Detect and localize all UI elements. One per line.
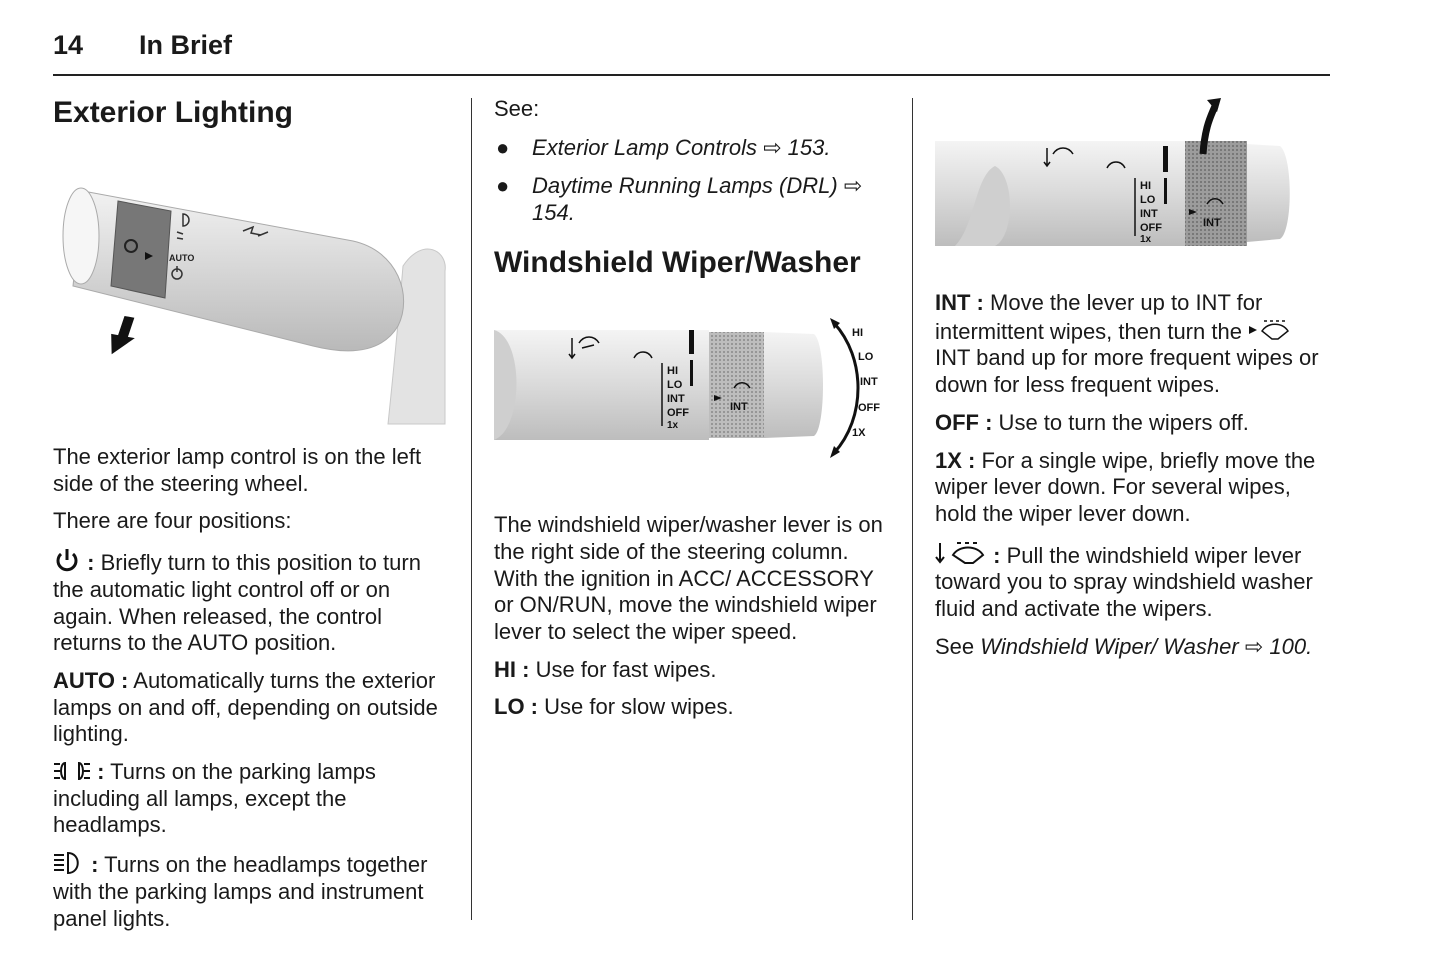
- svg-text:INT: INT: [860, 376, 878, 389]
- svg-text:INT: INT: [730, 401, 748, 414]
- page-ref-icon: ⇨: [1244, 633, 1264, 659]
- exterior-lighting-heading: Exterior Lighting: [53, 96, 293, 129]
- svg-text:INT: INT: [667, 393, 685, 406]
- column-divider: [912, 98, 913, 920]
- wiper-intro-text: The windshield wiper/washer lever is on the right side of the steering column. With the ignition in ACC/ ACCESSORY or ON/RUN, move the windshield wiper lever to select the wiper speed.: [494, 512, 883, 645]
- single-wipe-entry: 1X : For a single wipe, briefly move the wiper lever down. For several wipes, hold the wiper lever down.: [935, 447, 1316, 526]
- lamp-switch-illustration: [53, 176, 448, 426]
- parking-position-entry: : Turns on the parking lamps including all lamps, except the headlamps.: [53, 759, 376, 838]
- off-position-entry: : Briefly turn to this position to turn the automatic light control off or on again. When released, the control returns to the AUTO position.: [53, 546, 448, 657]
- reference-item: ● Exterior Lamp Controls ⇨ 153.: [496, 134, 831, 160]
- exterior-lighting-column: [53, 96, 448, 932]
- svg-text:INT: INT: [1140, 208, 1158, 220]
- reference-item: ● Daytime Running Lamps (DRL) ⇨ 154.: [496, 173, 863, 225]
- wiper-lever-illustration: [494, 318, 889, 468]
- wiper-column: [494, 96, 889, 721]
- column-divider: [471, 98, 472, 920]
- svg-text:HI: HI: [852, 327, 863, 340]
- parking-lamp-icon: [53, 759, 91, 783]
- wiper-positions-column: [935, 96, 1330, 660]
- headlamp-icon: [53, 850, 85, 876]
- svg-text:INT: INT: [1203, 217, 1221, 229]
- svg-text:LO: LO: [1140, 194, 1156, 206]
- int-band-icon: [1248, 317, 1290, 343]
- wiper-heading: Windshield Wiper/Washer: [494, 246, 861, 280]
- page-ref-icon: ⇨: [843, 173, 863, 199]
- wiper-lever-int-illustration: [935, 96, 1330, 256]
- see-lead-text: See:: [494, 96, 540, 121]
- svg-text:HI: HI: [667, 365, 678, 378]
- auto-label: AUTO: [169, 253, 195, 263]
- page-number: 14: [53, 30, 84, 60]
- power-icon: [53, 546, 81, 574]
- svg-text:1X: 1X: [852, 427, 866, 440]
- svg-text:1x: 1x: [667, 420, 679, 432]
- washer-entry: : Pull the windshield wiper lever toward you to spray windshield washer fluid and activate the wipers.: [935, 539, 1330, 623]
- section-title: In Brief: [139, 30, 233, 60]
- page-ref-icon: ⇨: [763, 134, 782, 160]
- svg-text:1x: 1x: [1140, 234, 1152, 245]
- lo-entry: LO : Use for slow wipes.: [494, 694, 734, 720]
- page-header: [53, 30, 1330, 76]
- svg-text:HI: HI: [1140, 180, 1151, 192]
- positions-lead-text: There are four positions:: [53, 508, 292, 534]
- int-entry: INT : Move the lever up to INT for intermittent wipes, then turn the INT band up for more frequent wipes or down for less frequent wipes.: [935, 290, 1319, 398]
- see-reference: See Windshield Wiper/ Washer ⇨ 100.: [935, 633, 1313, 659]
- lamp-intro-text: The exterior lamp control is on the left side of the steering wheel.: [53, 444, 422, 496]
- washer-icon: [935, 539, 987, 567]
- svg-text:LO: LO: [667, 379, 683, 392]
- svg-text:OFF: OFF: [667, 407, 689, 420]
- auto-position-entry: AUTO : Automatically turns the exterior lamps on and off, depending on outside lighting.: [53, 667, 438, 747]
- svg-text:OFF: OFF: [858, 402, 880, 415]
- svg-text:OFF: OFF: [1140, 222, 1162, 234]
- off-entry: OFF : Use to turn the wipers off.: [935, 409, 1249, 435]
- svg-text:LO: LO: [858, 351, 874, 364]
- headlamp-position-entry: : Turns on the headlamps together with the parking lamps and instrument panel lights.: [53, 852, 428, 931]
- hi-entry: HI : Use for fast wipes.: [494, 656, 717, 682]
